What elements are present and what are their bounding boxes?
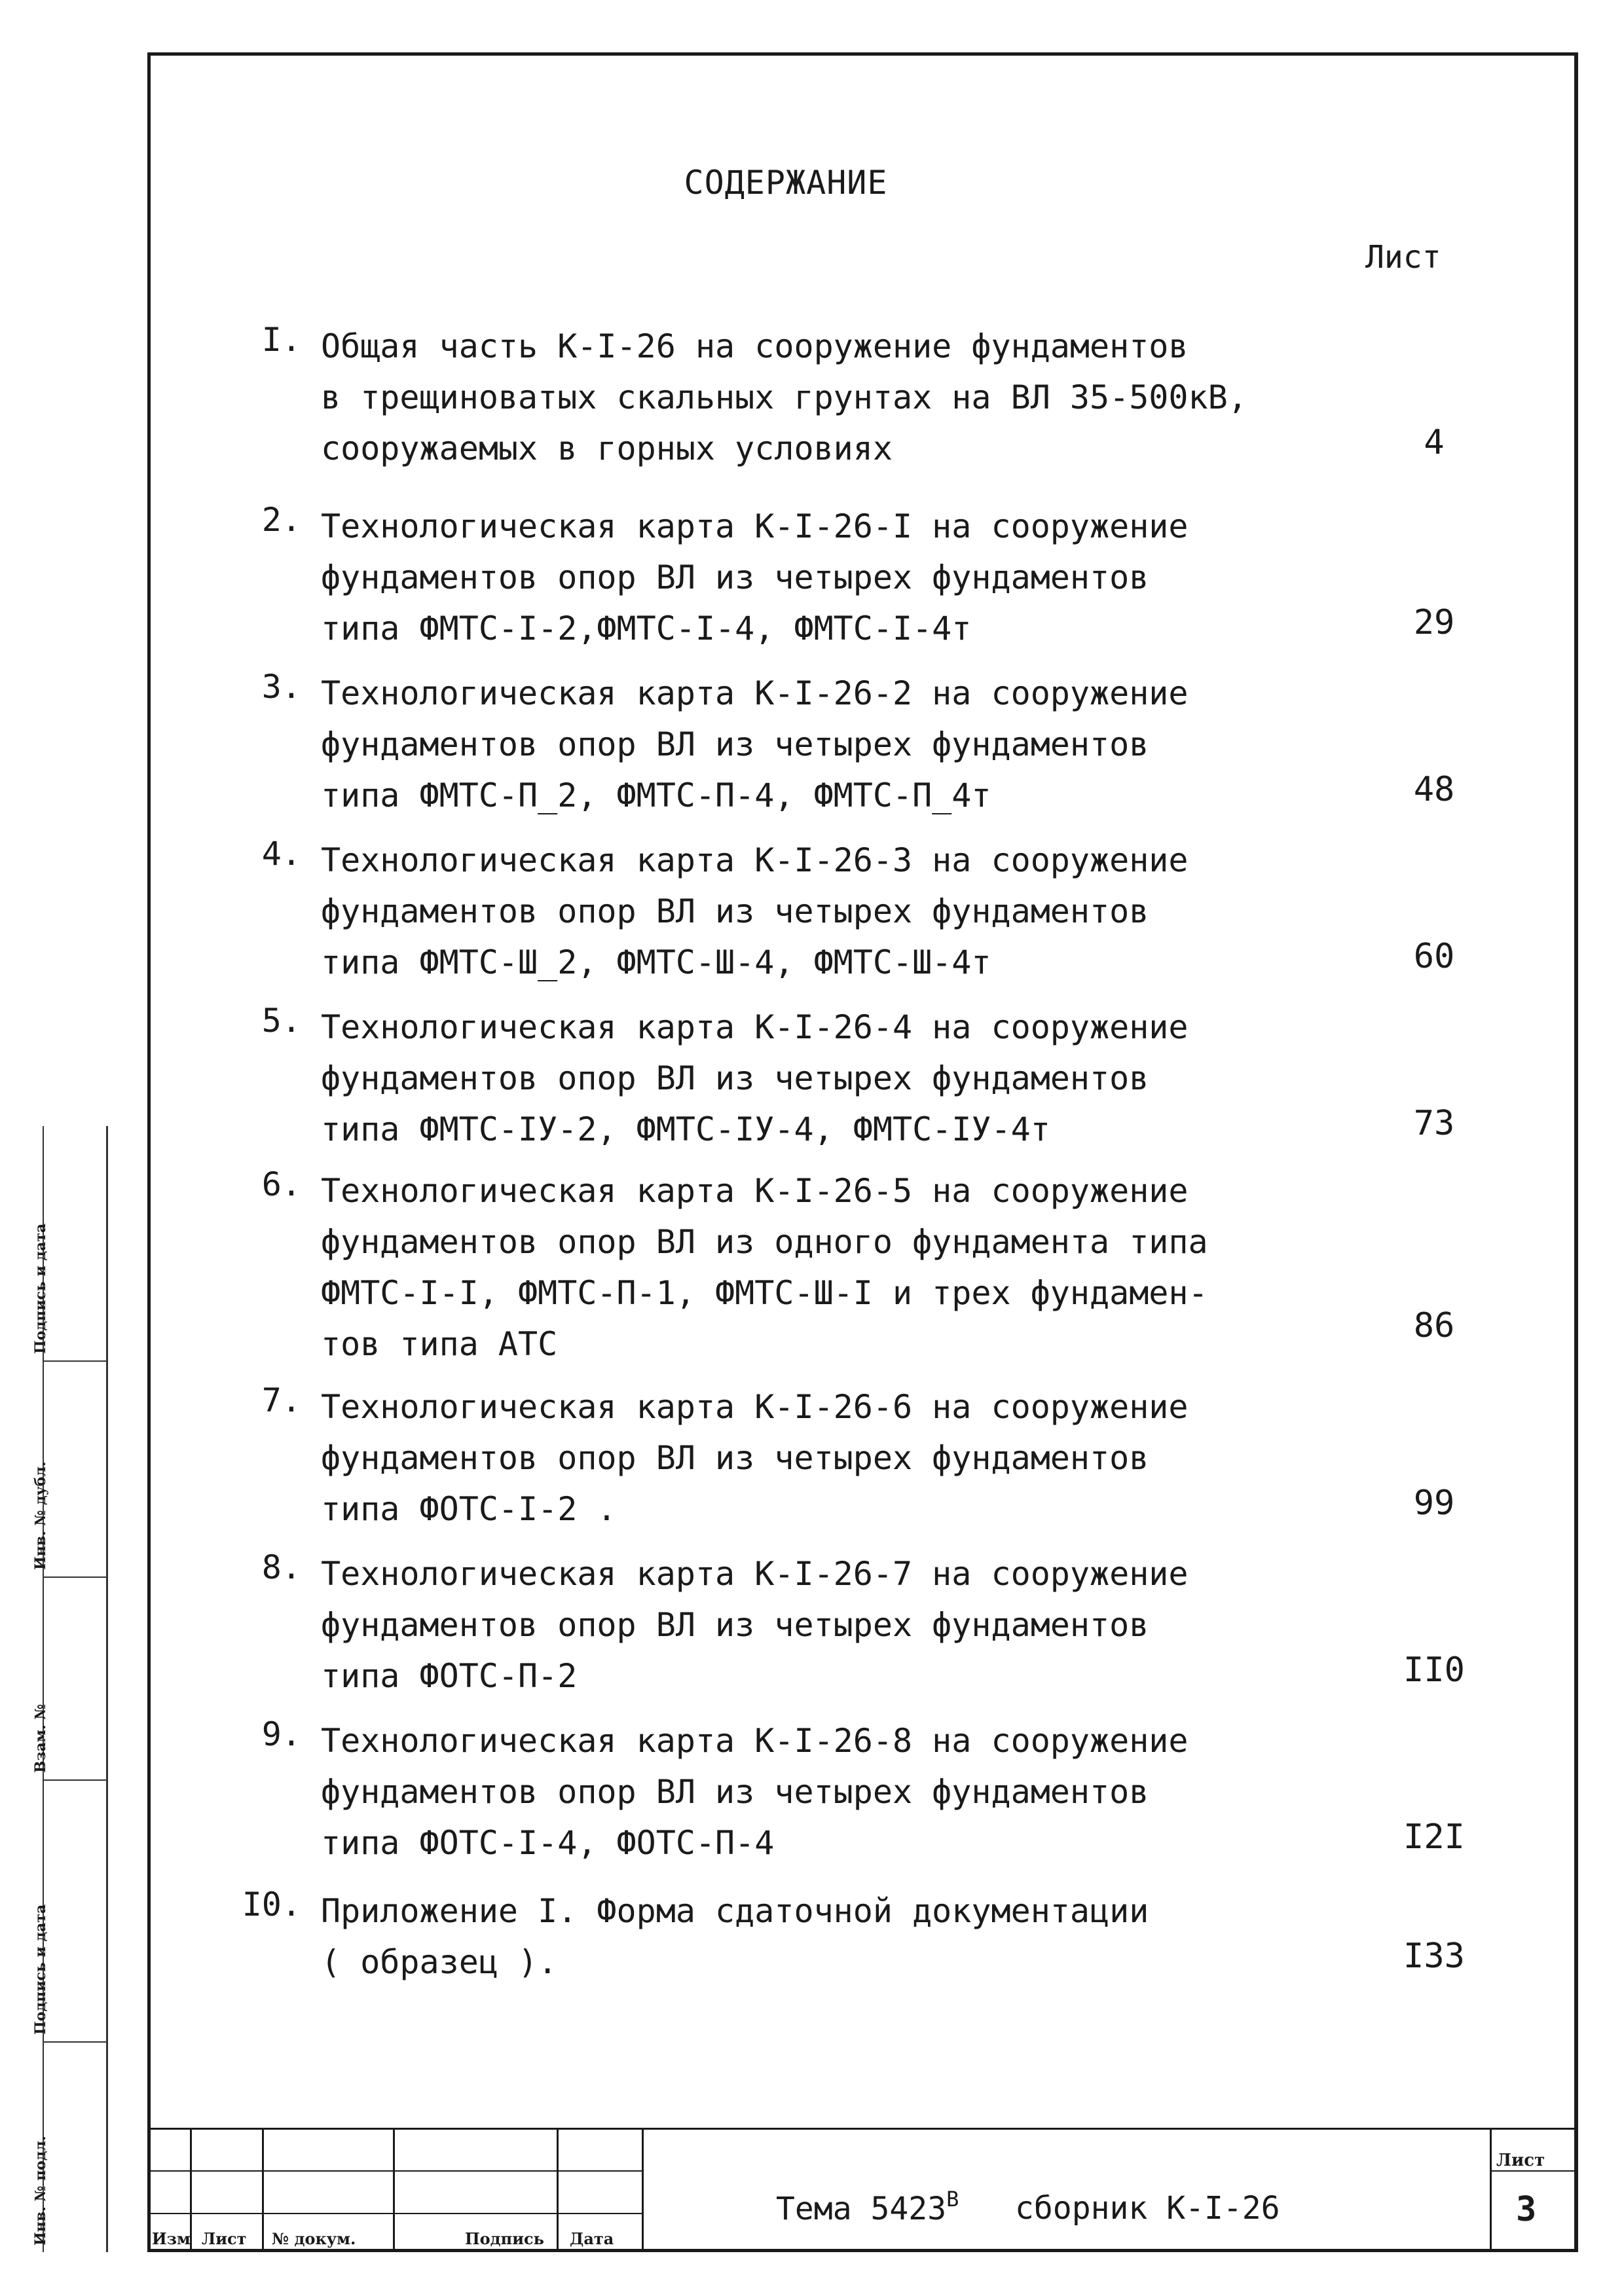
- theme-superscript: В: [946, 2187, 959, 2212]
- toc-line: ( образец ).: [321, 1943, 558, 1981]
- theme-number: [776, 2187, 959, 2227]
- toc-line: Технологическая карта К-I-26-4 на сооружение: [321, 1008, 1189, 1046]
- sheet-label: Лист: [1496, 2151, 1545, 2170]
- toc-line: типа ФОТС-I-4, ФОТС-П-4: [321, 1824, 775, 1862]
- side-stamp-label: Инв. № подл.: [32, 2136, 49, 2246]
- toc-line: фундаментов опор ВЛ из четырех фундаментов: [321, 1439, 1149, 1477]
- toc-line: в трещиноватых скальных грунтах на ВЛ 35-500кВ,: [321, 378, 1247, 416]
- toc-item-page: 60: [1413, 937, 1455, 976]
- title-block-column-line: [557, 2128, 559, 2252]
- side-stamp-cell: [32, 2043, 106, 2252]
- toc-line: фундаментов опор ВЛ из четырех фундаментов: [321, 1059, 1149, 1097]
- toc-line: фундаментов опор ВЛ из четырех фундаментов: [321, 1606, 1149, 1644]
- page-title: СОДЕРЖАНИЕ: [684, 164, 888, 202]
- toc-item-number: 8.: [261, 1548, 301, 1586]
- title-block-sheet-line: [1490, 2170, 1578, 2172]
- toc-item-number: 2.: [261, 501, 301, 539]
- toc-item-page: 48: [1413, 770, 1455, 809]
- side-stamp-cell: [32, 1578, 106, 1781]
- title-block-row-line: [151, 2170, 642, 2172]
- toc-item-number: 4.: [261, 835, 301, 873]
- toc-item-page: 4: [1424, 423, 1445, 462]
- title-block-column-line: [642, 2128, 644, 2252]
- side-stamp-label: Подпись и дата: [32, 1223, 49, 1354]
- toc-item-text: [321, 835, 1342, 988]
- toc-line: фундаментов опор ВЛ из четырех фундаментов: [321, 892, 1149, 930]
- toc-item-text: [321, 321, 1342, 474]
- toc-item-page: II0: [1403, 1650, 1465, 1690]
- toc-line: типа ФМТС-П_2, ФМТС-П-4, ФМТС-П_4т: [321, 776, 991, 814]
- toc-line: типа ФОТС-П-2: [321, 1657, 578, 1695]
- toc-item-text: [321, 1381, 1342, 1535]
- title-block: [151, 2128, 1578, 2252]
- side-stamp-cell: [32, 1126, 106, 1362]
- side-stamp: [32, 1126, 108, 2252]
- toc-item-number: 7.: [261, 1381, 301, 1419]
- toc-item-text: [321, 668, 1342, 821]
- toc-item-page: I2I: [1403, 1817, 1465, 1857]
- toc-item-page: 99: [1413, 1484, 1455, 1523]
- toc-line: Технологическая карта К-I-26-5 на сооружение: [321, 1172, 1189, 1210]
- side-stamp-label: Инв. № дубл.: [32, 1461, 49, 1570]
- label-izm: Изм: [152, 2229, 191, 2248]
- toc-line: типа ФОТС-I-2 .: [321, 1490, 617, 1528]
- toc-line: Приложение I. Форма сдаточной документации: [321, 1892, 1149, 1930]
- toc-item-number: 9.: [261, 1715, 301, 1753]
- label-date: Дата: [570, 2229, 614, 2248]
- toc-line: фундаментов опор ВЛ из четырех фундаментов: [321, 558, 1149, 596]
- toc-item-number: 6.: [261, 1165, 301, 1203]
- toc-item-page: 29: [1413, 603, 1455, 642]
- toc-item-text: [321, 501, 1342, 654]
- title-block-top-line: [151, 2128, 1578, 2130]
- toc-line: фундаментов опор ВЛ из четырех фундаментов: [321, 725, 1149, 763]
- toc-item-text: [321, 1886, 1342, 1988]
- collection-code: сборник К-I-26: [1015, 2190, 1280, 2227]
- toc-line: Технологическая карта К-I-26-3 на сооружение: [321, 841, 1189, 879]
- toc-line: сооружаемых в горных условиях: [321, 429, 893, 467]
- theme-text: Тема 5423: [776, 2191, 947, 2227]
- toc-line: Технологическая карта К-I-26-2 на сооружение: [321, 674, 1189, 712]
- toc-item-number: I0.: [242, 1886, 301, 1923]
- sheet-number: 3: [1516, 2190, 1537, 2229]
- toc-item-page: I33: [1403, 1937, 1465, 1976]
- toc-item-text: [321, 1548, 1342, 1702]
- toc-line: типа ФМТС-I-2,ФМТС-I-4, ФМТС-I-4т: [321, 610, 972, 647]
- title-block-column-line: [1490, 2128, 1492, 2252]
- toc-item-text: [321, 1715, 1342, 1868]
- toc-line: типа ФМТС-IУ-2, ФМТС-IУ-4, ФМТС-IУ-4т: [321, 1110, 1050, 1148]
- sheet-column-header: Лист: [1365, 239, 1441, 276]
- toc-line: ФМТС-I-I, ФМТС-П-1, ФМТС-Ш-I и трех фундамен-: [321, 1274, 1208, 1312]
- toc-item-text: [321, 1165, 1342, 1370]
- toc-line: Технологическая карта К-I-26-I на сооружение: [321, 507, 1189, 545]
- side-stamp-cell: [32, 1362, 106, 1578]
- toc-line: фундаментов опор ВЛ из одного фундамента типа: [321, 1223, 1208, 1261]
- toc-item-page: 73: [1413, 1104, 1455, 1143]
- label-list: Лист: [202, 2229, 247, 2248]
- toc-line: типа ФМТС-Ш_2, ФМТС-Ш-4, ФМТС-Ш-4т: [321, 943, 991, 981]
- toc-item-page: 86: [1413, 1306, 1455, 1345]
- toc-line: Общая часть К-I-26 на сооружение фундаментов: [321, 327, 1189, 365]
- label-doc-number: № докум.: [272, 2229, 356, 2248]
- title-block-column-line: [393, 2128, 395, 2252]
- title-block-column-line: [262, 2128, 264, 2252]
- toc-line: тов типа АТС: [321, 1325, 558, 1363]
- side-stamp-label: Взам. №: [32, 1704, 49, 1773]
- title-block-row-line: [151, 2213, 642, 2214]
- toc-line: Технологическая карта К-I-26-6 на сооружение: [321, 1388, 1189, 1426]
- toc-line: Технологическая карта К-I-26-7 на сооружение: [321, 1555, 1189, 1593]
- toc-item-text: [321, 1002, 1342, 1155]
- toc-item-number: 5.: [261, 1002, 301, 1040]
- label-signature: Подпись: [465, 2229, 544, 2248]
- side-stamp-cell: [32, 1781, 106, 2043]
- side-stamp-label: Подпись и дата: [32, 1904, 49, 2035]
- toc-line: Технологическая карта К-I-26-8 на сооружение: [321, 1722, 1189, 1760]
- toc-line: фундаментов опор ВЛ из четырех фундаментов: [321, 1773, 1149, 1811]
- toc-item-number: 3.: [261, 668, 301, 706]
- toc-item-number: I.: [261, 321, 301, 359]
